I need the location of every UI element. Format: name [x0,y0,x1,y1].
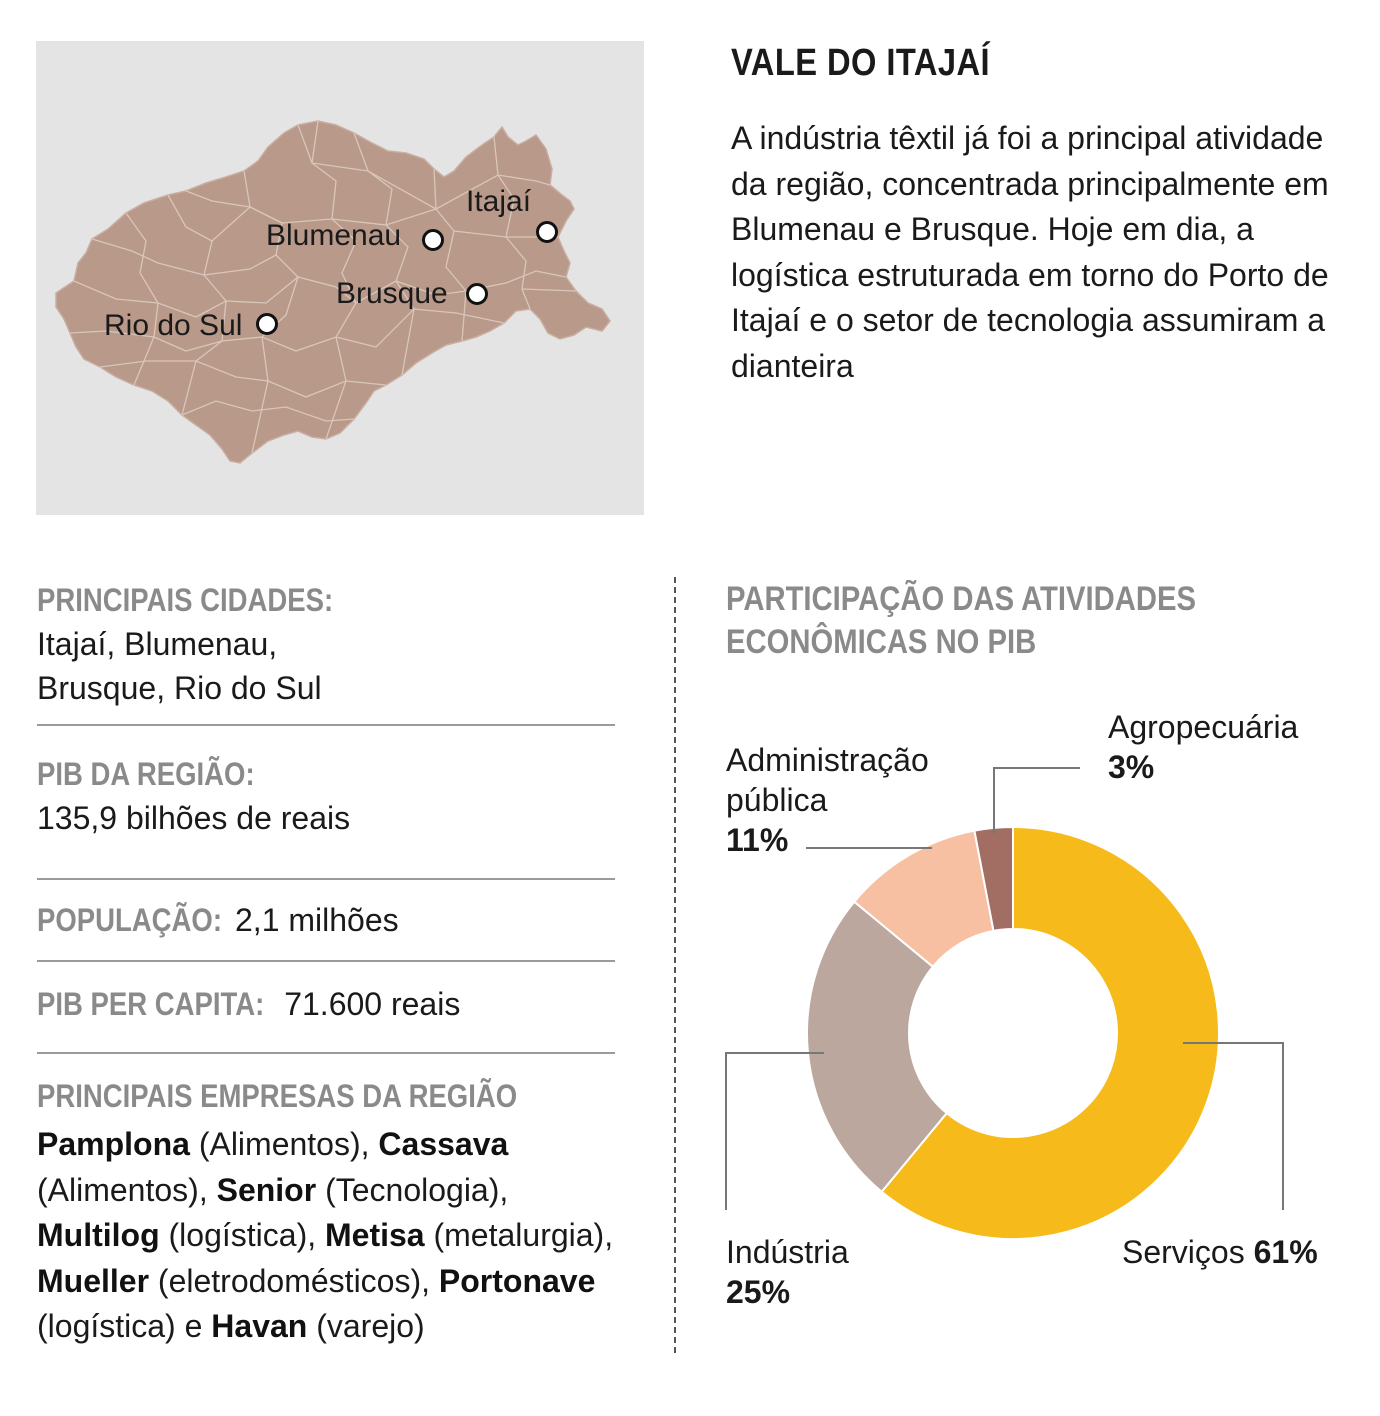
fact-main-cities-label: PRINCIPAIS CIDADES: [37,582,334,618]
intro-text: A indústria têxtil já foi a principal atividade da região, concentrada principalmente em Blumenau e Brusque. Hoje em dia, a logística estruturada em torno do Porto de Itajaí e o setor de tecnologia assumiram a dianteira [731,120,1329,384]
leader-line-industria [726,1053,824,1210]
label-administracao [726,740,976,860]
company-name: Pamplona [37,1126,190,1162]
company-sector: (eletrodomésticos), [157,1262,431,1299]
fact-main-cities-line1: Itajaí, Blumenau, [37,626,278,662]
leader-line-agropecuaria [994,768,1080,834]
fact-population-label: POPULAÇÃO: [37,902,222,938]
fact-population-value: 2,1 milhões [235,902,399,938]
company-name: Havan [211,1308,308,1345]
fact-main-cities-line2: Brusque, Rio do Sul [37,670,322,706]
label-administracao-value: 11% [726,822,789,858]
city-label-blumenau: Blumenau [266,219,402,252]
company-name: Senior [216,1171,317,1208]
company-name: Mueller [37,1262,150,1299]
company-sector: (Alimentos), [198,1126,370,1162]
fact-pib-per-capita-value: 71.600 reais [284,986,461,1022]
label-agropecuaria [1108,707,1298,787]
company-sector: (logística), [168,1217,317,1254]
fact-companies-label: PRINCIPAIS EMPRESAS DA REGIÃO [37,1078,518,1114]
company-sector: (Tecnologia), [325,1171,509,1208]
fact-pib-label: PIB DA REGIÃO: [37,756,255,792]
label-agropecuaria-value: 3% [1108,749,1155,785]
label-industria [726,1232,849,1312]
company-sector: (logística) e [37,1308,203,1345]
fact-pib-value: 135,9 bilhões de reais [37,800,351,836]
label-servicos [1122,1232,1318,1272]
city-label-rio-do-sul: Rio do Sul [104,309,243,342]
fact-pib-per-capita-label: PIB PER CAPITA: [37,986,265,1022]
label-agropecuaria-name: Agropecuária [1108,709,1299,745]
label-servicos-value: 61% [1253,1234,1318,1270]
company-sector: (varejo) [316,1308,425,1345]
label-servicos-name: Serviços [1122,1234,1245,1270]
label-industria-value: 25% [726,1274,791,1310]
city-label-brusque: Brusque [336,277,448,310]
company-sector: (Alimentos), [37,1171,208,1208]
city-label-itajai: Itajaí [466,185,532,218]
company-name: Multilog [37,1217,160,1254]
company-name: Portonave [438,1262,596,1299]
chart-title: PARTICIPAÇÃO DAS ATIVIDADES ECONÔMICAS NO PIB [726,580,1197,661]
region-title: VALE DO ITAJAÍ [731,42,991,84]
label-administracao-name: Administração pública [726,742,929,818]
company-sector: (metalurgia), [433,1217,614,1254]
company-name: Metisa [325,1217,425,1254]
company-name: Cassava [378,1126,509,1162]
label-industria-name: Indústria [726,1234,849,1270]
